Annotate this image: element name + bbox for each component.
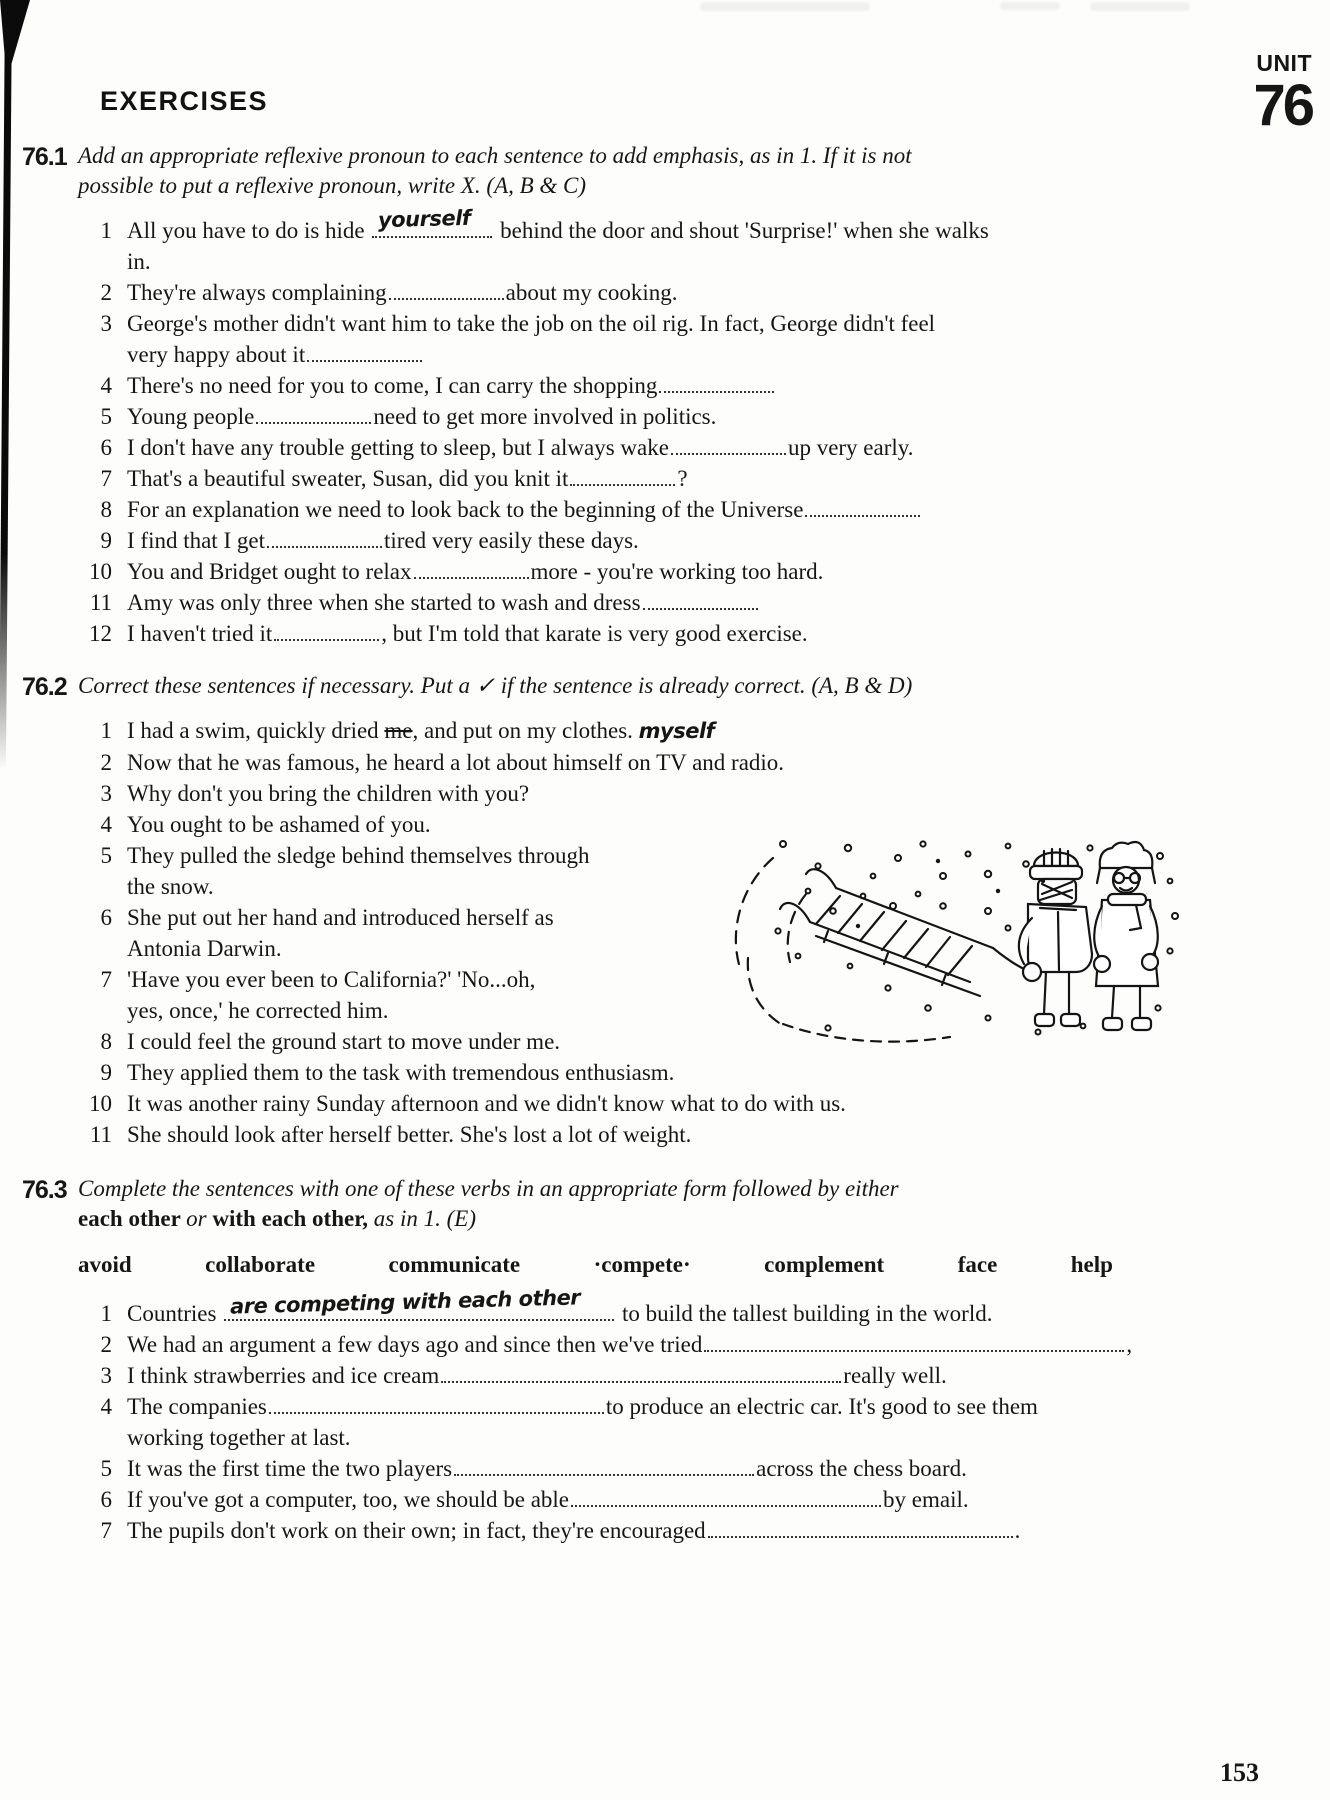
item-number: 6 [100,435,112,460]
exercise-item [78,370,1266,401]
verb-option: help [1070,1252,1113,1277]
exercise-section [0,1174,1330,1546]
item-number: 3 [100,781,112,806]
companion-figure [1094,842,1158,1030]
answer-blank [454,1461,754,1476]
mitten [1023,963,1041,981]
text-segment: I don't have any trouble getting to sleep, but I always wake [127,435,669,460]
item-text [127,205,1266,277]
unit-box [1253,50,1312,138]
item-number: 8 [100,497,112,522]
item-text [127,1484,1266,1515]
text-segment: I could feel the ground start to move under me. [127,1029,561,1054]
text-segment: George's mother didn't want him to take the job on the oil rig. In fact, George didn't feel [127,311,936,336]
exercise-item [78,618,1266,649]
text-segment: Why don't you bring the children with you? [127,781,530,806]
item-number: 12 [89,621,112,646]
item-number: 1 [100,718,112,743]
text-segment: working together at last. [127,1425,351,1450]
exercise-item [78,463,1266,494]
text-segment: by email. [883,1487,969,1512]
text-segment: . [1014,1518,1021,1543]
answer-blank [267,533,382,548]
item-number: 5 [100,843,112,868]
exercise-number: 76.1 [22,143,67,171]
answer-blank [372,205,492,238]
item-text [127,587,1266,618]
answer-blank [570,471,675,486]
text-segment: Countries [127,1301,223,1326]
verb-option: face [957,1252,998,1277]
text-segment: That's a beautiful sweater, Susan, did you knit it [127,466,569,491]
exercise-item-list [78,1285,1266,1546]
scarf [1108,894,1146,905]
verb-option: complement [764,1252,885,1277]
answer-blank [256,409,371,424]
item-number: 2 [100,1332,112,1357]
text-segment: 'Have you ever been to California?' 'No...oh, [127,967,536,992]
item-number: 3 [100,1363,112,1388]
text-segment: You ought to be ashamed of you. [127,812,431,837]
text-segment: Complete the sentences with one of these verbs in an appropriate form followed by either [78,1176,899,1201]
text-segment: as in 1. (E) [368,1206,477,1231]
text-segment: Young people [127,404,255,429]
text-segment: I haven't tried it [127,621,273,646]
answer-blank [643,595,758,610]
exercise-item [78,1360,1266,1391]
text-segment: with each other, [212,1206,369,1231]
sledge-scene-drawing [688,836,1193,1054]
item-number: 1 [100,1301,112,1326]
item-text [127,1088,1266,1119]
answer-blank [671,440,786,455]
exercise-item [78,1057,1266,1088]
exercise-item [78,1119,1266,1150]
text-segment: yes, once,' he corrected him. [127,998,389,1023]
item-number: 3 [100,311,112,336]
exercise-item [78,747,1266,778]
text-segment: It was another rainy Sunday afternoon and we didn't know what to do with us. [127,1091,846,1116]
answer-blank [307,347,422,362]
item-text [127,370,1266,401]
exercise-item [78,432,1266,463]
text-segment: The companies [127,1394,267,1419]
item-number: 2 [100,280,112,305]
item-number: 6 [100,1487,112,1512]
exercise-item [78,778,1266,809]
item-number: 5 [100,1456,112,1481]
exercise-item [78,1484,1266,1515]
answer-blank [571,1492,881,1507]
item-text [127,1285,1266,1329]
exercise-item [78,1391,1266,1453]
exercise-item [78,587,1266,618]
handwritten-answer: myself [638,719,715,743]
item-number: 10 [89,1091,112,1116]
exercise-item-list [78,205,1266,649]
verb-option: ·compete· [593,1252,691,1277]
item-text [127,715,1266,747]
item-number: 6 [100,905,112,930]
text-segment: more - you're working too hard. [530,559,824,584]
text-segment: to produce an electric car. It's good to see them [605,1394,1038,1419]
item-number: 11 [89,590,112,615]
text-segment: or [186,1206,213,1231]
sledge [780,869,1030,996]
text-segment: each other [78,1206,187,1231]
item-number: 2 [100,750,112,775]
text-segment: I find that I get [127,528,265,553]
text-segment: Now that he was famous, he heard a lot about himself on TV and radio. [127,750,785,775]
text-segment: , [1126,1332,1133,1357]
exercise-instruction [78,1174,1266,1234]
text-segment: , but I'm told that karate is very good exercise. [381,621,808,646]
answer-blank [805,502,920,517]
item-number: 9 [100,1060,112,1085]
text-segment: in. [127,249,151,274]
text-segment: Amy was only three when she started to wash and dress [127,590,641,615]
struck-word: me [384,718,413,743]
fur-hat [1100,842,1153,868]
text-segment: possible to put a reflexive pronoun, write X. (A, B & C) [78,173,587,198]
item-number: 4 [100,373,112,398]
handwritten-answer: are competing with each other [229,1285,581,1319]
page-title: EXERCISES [100,86,269,116]
item-text [127,1119,1266,1150]
verb-word-box [78,1252,1113,1278]
item-text [127,1515,1266,1546]
item-text [127,747,1266,778]
exercise-body [78,141,1330,649]
text-segment: really well. [843,1363,947,1388]
answer-blank [269,1399,604,1414]
handwritten-answer: yourself [378,205,472,233]
item-number: 9 [100,528,112,553]
exercise-instruction [78,671,1266,701]
item-number: 10 [89,559,112,584]
item-text [127,1057,1266,1088]
text-segment: I think strawberries and ice cream [127,1363,440,1388]
text-segment: The pupils don't work on their own; in fact, they're encouraged [127,1518,706,1543]
answer-blank [708,1523,1013,1538]
text-segment: She put out her hand and introduced herself as [127,905,554,930]
text-segment: up very early. [787,435,914,460]
text-segment: They're always complaining [127,280,387,305]
item-number: 5 [100,404,112,429]
item-number: 7 [100,466,112,491]
text-segment: Add an appropriate reflexive pronoun to each sentence to add emphasis, as in 1. If it is not [78,143,912,168]
exercise-item [78,205,1266,277]
item-text [127,1329,1266,1360]
item-text [127,308,1266,370]
item-number: 7 [100,1518,112,1543]
item-text [127,778,1266,809]
item-text [127,432,1266,463]
answer-blank [389,285,504,300]
item-number: 4 [100,812,112,837]
exercise-item [78,308,1266,370]
text-segment: You and Bridget ought to relax [127,559,412,584]
item-text [127,618,1266,649]
item-text [127,494,1266,525]
verb-option: collaborate [205,1252,316,1277]
answer-blank [704,1337,1124,1352]
text-segment: Antonia Darwin. [127,936,282,961]
page-number: 153 [1220,1758,1259,1787]
text-segment: very happy about it [127,342,306,367]
item-number: 4 [100,1394,112,1419]
exercise-item [78,556,1266,587]
text-segment: the snow. [127,874,214,899]
exercise-instruction [78,141,1266,201]
exercise-item [78,715,1266,747]
exercise-item [78,1088,1266,1119]
verb-option: communicate [388,1252,521,1277]
text-segment: ? [677,466,688,491]
exercise-item [78,494,1266,525]
unit-number: 76 [1253,73,1312,138]
text-segment: , and put on my clothes. [412,718,639,743]
scan-artifact-smudge [700,2,870,11]
text-segment: If you've got a computer, too, we should be able [127,1487,570,1512]
puller-figure [1019,849,1092,1026]
text-segment: about my cooking. [505,280,678,305]
text-segment: to build the tallest building in the world. [616,1301,993,1326]
exercise-item [78,1515,1266,1546]
answer-blank [414,564,529,579]
item-text [127,525,1266,556]
item-text [127,401,1266,432]
item-text [127,463,1266,494]
exercise-number: 76.3 [22,1176,67,1204]
text-segment: She should look after herself better. She's lost a lot of weight. [127,1122,692,1147]
text-segment: Correct these sentences if necessary. Put a ✓ if the sentence is already correct. (A, B & D) [78,673,913,698]
text-segment: behind the door and shout 'Surprise!' when she walks [494,218,989,243]
exercise-number: 76.2 [22,673,67,701]
snow-mound [736,858,806,1026]
coat [1096,900,1158,986]
text-segment: need to get more involved in politics. [373,404,717,429]
text-segment: All you have to do is hide [127,218,371,243]
item-text [127,277,1266,308]
exercise-item [78,525,1266,556]
text-segment: There's no need for you to come, I can carry the shopping [127,373,658,398]
item-number: 7 [100,967,112,992]
answer-blank [274,626,379,641]
text-segment: We had an argument a few days ago and since then we've tried [127,1332,703,1357]
item-number: 8 [100,1029,112,1054]
exercise-item [78,277,1266,308]
sledge-illustration [688,836,1193,1054]
item-text [127,1391,1266,1453]
verb-option: avoid [78,1252,132,1277]
item-number: 11 [89,1122,112,1147]
unit-label: UNIT [1256,50,1312,76]
exercise-item [78,401,1266,432]
exercise-section [0,141,1330,649]
text-segment: They pulled the sledge behind themselves through [127,843,590,868]
answer-blank [224,1285,614,1321]
answer-blank [659,378,774,393]
item-text [127,556,1266,587]
face [1113,867,1139,893]
item-number: 1 [100,218,112,243]
text-segment: across the chess board. [756,1456,967,1481]
item-text [127,1360,1266,1391]
scan-artifact-smudge [1090,2,1190,11]
exercise-item [78,1285,1266,1329]
exercise-body [78,1174,1330,1546]
exercise-item [78,1329,1266,1360]
item-text [127,1453,1266,1484]
answer-blank [441,1368,841,1383]
text-segment: tired very easily these days. [383,528,639,553]
text-segment: For an explanation we need to look back to the beginning of the Universe [127,497,804,522]
text-segment: I had a swim, quickly dried [127,718,385,743]
exercise-item [78,1453,1266,1484]
text-segment: They applied them to the task with tremendous enthusiasm. [127,1060,675,1085]
text-segment: It was the first time the two players [127,1456,453,1481]
scan-artifact-smudge [1000,2,1060,10]
